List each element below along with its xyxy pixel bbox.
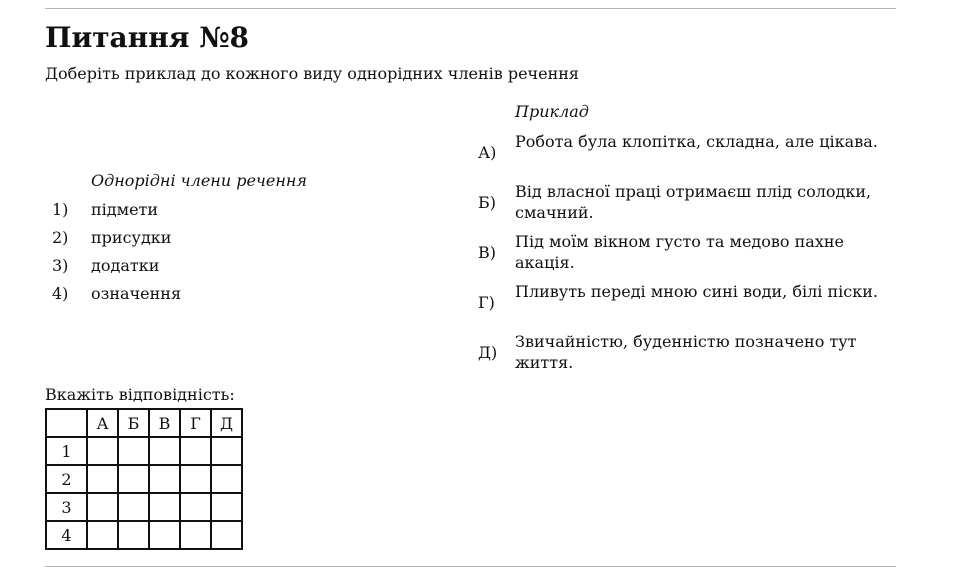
- question-title: Питання №8: [45, 21, 250, 54]
- example-text: Від власної праці отримаєш плід солодки, смачний.: [515, 182, 872, 222]
- answer-cell-2-a[interactable]: [87, 465, 118, 493]
- grid-row-header: 2: [46, 465, 87, 493]
- answer-cell-3-a[interactable]: [87, 493, 118, 521]
- example-text: Пливуть переді мною сині води, білі піски.: [515, 282, 878, 301]
- item-text: підмети: [91, 200, 159, 219]
- answer-cell-1-e[interactable]: [211, 437, 242, 465]
- answer-cell-3-b[interactable]: [118, 493, 149, 521]
- item-text: означення: [91, 284, 182, 303]
- answer-grid-label: Вкажіть відповідність:: [45, 385, 235, 404]
- grid-row-header: 3: [46, 493, 87, 521]
- grid-column-header: Б: [118, 409, 149, 437]
- answer-grid: [45, 408, 243, 550]
- item-text: присудки: [91, 228, 172, 247]
- example-item-d: [478, 281, 898, 325]
- example-item-c: [478, 231, 898, 275]
- grid-column-header: Г: [180, 409, 211, 437]
- bottom-divider: [45, 566, 896, 567]
- grid-header-row: [46, 409, 242, 437]
- item-number: 3): [52, 256, 69, 275]
- item-number: 2): [52, 228, 69, 247]
- top-divider: [45, 8, 896, 9]
- answer-cell-1-b[interactable]: [118, 437, 149, 465]
- example-text: Робота була клопітка, складна, але цікава.: [515, 132, 878, 151]
- example-letter: В): [478, 243, 496, 262]
- answer-cell-1-a[interactable]: [87, 437, 118, 465]
- grid-row-header: 1: [46, 437, 87, 465]
- example-letter: Г): [478, 293, 495, 312]
- answer-cell-2-c[interactable]: [149, 465, 180, 493]
- item-number: 1): [52, 200, 69, 219]
- grid-corner-cell: [46, 409, 87, 437]
- answer-cell-4-d[interactable]: [180, 521, 211, 549]
- answer-cell-2-e[interactable]: [211, 465, 242, 493]
- example-item-a: [478, 131, 898, 175]
- right-column-header: Приклад: [515, 102, 589, 121]
- answer-cell-4-c[interactable]: [149, 521, 180, 549]
- answer-cell-4-e[interactable]: [211, 521, 242, 549]
- answer-cell-2-d[interactable]: [180, 465, 211, 493]
- grid-row: [46, 493, 242, 521]
- answer-cell-4-a[interactable]: [87, 521, 118, 549]
- item-text: додатки: [91, 256, 160, 275]
- item-number: 4): [52, 284, 69, 303]
- grid-row: [46, 521, 242, 549]
- answer-cell-2-b[interactable]: [118, 465, 149, 493]
- answer-cell-3-d[interactable]: [180, 493, 211, 521]
- answer-cell-3-c[interactable]: [149, 493, 180, 521]
- answer-cell-3-e[interactable]: [211, 493, 242, 521]
- example-item-e: [478, 331, 898, 375]
- example-letter: Д): [478, 343, 498, 362]
- answer-cell-1-c[interactable]: [149, 437, 180, 465]
- example-letter: А): [478, 143, 497, 162]
- answer-cell-4-b[interactable]: [118, 521, 149, 549]
- grid-row: [46, 465, 242, 493]
- grid-column-header: А: [87, 409, 118, 437]
- answer-cell-1-d[interactable]: [180, 437, 211, 465]
- grid-column-header: Д: [211, 409, 242, 437]
- question-instruction: Доберіть приклад до кожного виду однорідних членів речення: [45, 64, 579, 83]
- example-item-b: [478, 181, 898, 225]
- example-letter: Б): [478, 193, 496, 212]
- example-text: Під моїм вікном густо та медово пахне акація.: [515, 232, 844, 272]
- grid-column-header: В: [149, 409, 180, 437]
- grid-row: [46, 437, 242, 465]
- left-column-header: Однорідні члени речення: [91, 171, 308, 190]
- example-text: Звичайністю, буденністю позначено тут життя.: [515, 332, 857, 372]
- grid-row-header: 4: [46, 521, 87, 549]
